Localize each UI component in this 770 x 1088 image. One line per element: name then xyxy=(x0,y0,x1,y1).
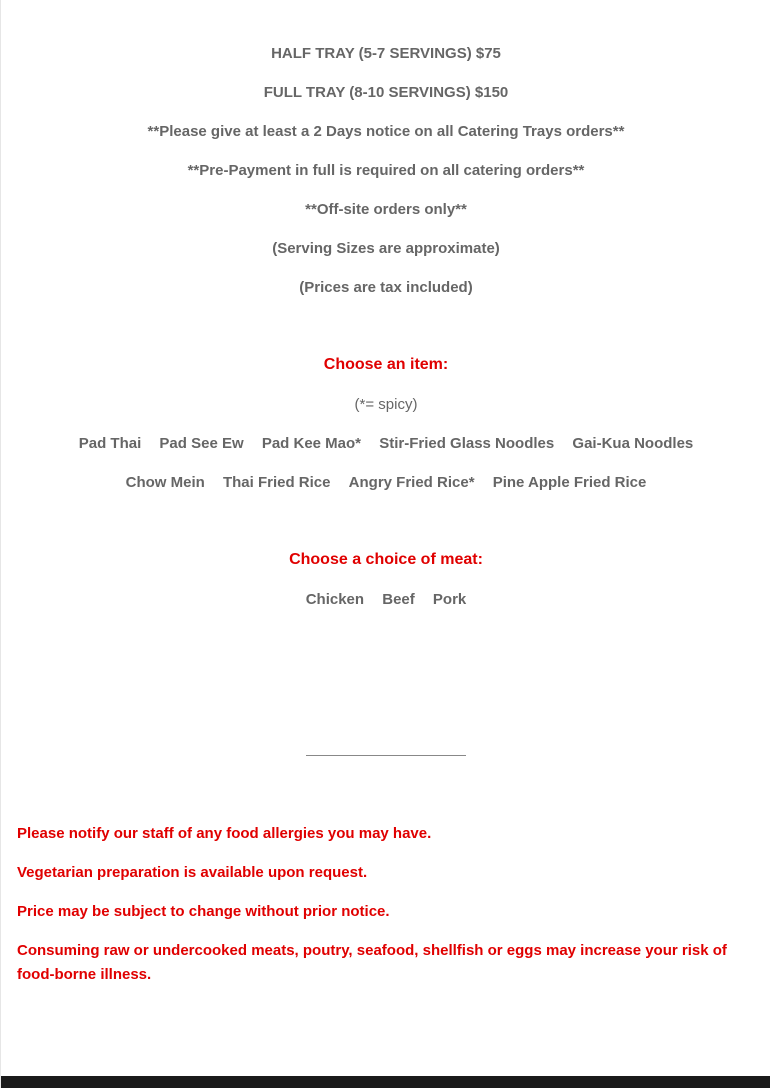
raw-food-warning: Consuming raw or undercooked meats, poutry, seafood, shellfish or eggs may increase your risk of food-borne illness. xyxy=(17,942,727,983)
notice-text: **Please give at least a 2 Days notice on all Catering Trays orders** xyxy=(147,123,625,140)
item-gai-kua-noodles: Gai-Kua Noodles xyxy=(572,435,694,452)
choose-meat-heading: Choose a choice of meat: xyxy=(289,551,483,568)
meat-pork: Pork xyxy=(432,591,467,608)
full-tray-price: FULL TRAY (8-10 SERVINGS) $150 xyxy=(263,84,509,101)
item-stir-fried-glass-noodles: Stir-Fried Glass Noodles xyxy=(379,435,555,452)
price-change-note: Price may be subject to change without prior notice. xyxy=(17,903,390,920)
item-pad-thai: Pad Thai xyxy=(78,435,142,452)
vegetarian-note: Vegetarian preparation is available upon request. xyxy=(17,864,368,881)
prepayment-text: **Pre-Payment in full is required on all catering orders** xyxy=(187,162,585,179)
item-row-1 xyxy=(1,435,770,453)
serving-sizes-text: (Serving Sizes are approximate) xyxy=(272,240,500,257)
item-thai-fried-rice: Thai Fried Rice xyxy=(222,474,331,491)
meat-beef: Beef xyxy=(382,591,415,608)
item-chow-mein: Chow Mein xyxy=(125,474,205,491)
item-pad-kee-mao: Pad Kee Mao* xyxy=(261,435,362,452)
spicy-note: (*= spicy) xyxy=(354,396,418,413)
offsite-text: **Off-site orders only** xyxy=(305,201,467,218)
tax-text: (Prices are tax included) xyxy=(299,279,473,296)
half-tray-price: HALF TRAY (5-7 SERVINGS) $75 xyxy=(271,45,501,62)
item-row-2 xyxy=(1,474,770,492)
item-pineapple-fried-rice: Pine Apple Fried Rice xyxy=(492,474,647,491)
meat-options-row xyxy=(1,591,770,609)
item-pad-see-ew: Pad See Ew xyxy=(159,435,244,452)
item-angry-fried-rice: Angry Fried Rice* xyxy=(348,474,475,491)
choose-item-heading: Choose an item: xyxy=(323,356,449,373)
meat-chicken: Chicken xyxy=(305,591,365,608)
footer-bar xyxy=(1,1076,770,1088)
section-divider xyxy=(306,755,466,756)
allergy-note: Please notify our staff of any food allergies you may have. xyxy=(17,825,432,842)
